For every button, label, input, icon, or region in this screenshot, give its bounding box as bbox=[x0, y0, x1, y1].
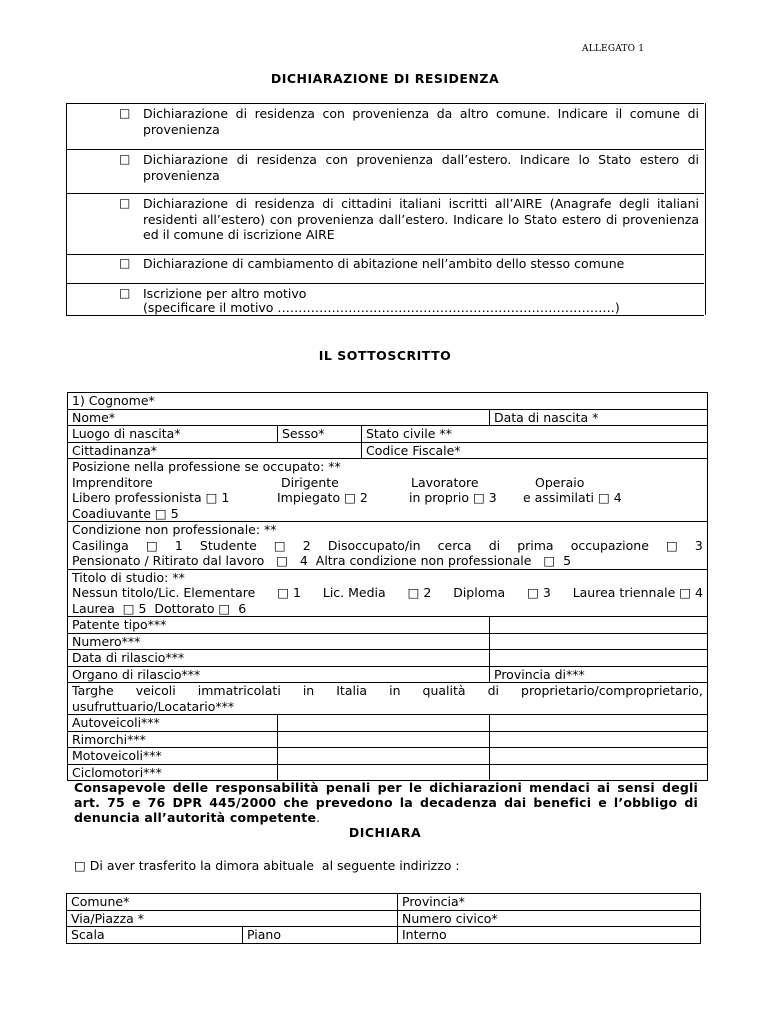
provincia-field[interactable]: Provincia* bbox=[398, 894, 701, 911]
targhe-word: Italia bbox=[336, 683, 368, 698]
sesso-field[interactable]: Sesso* bbox=[278, 426, 362, 443]
checkbox-icon[interactable]: □ bbox=[145, 537, 158, 553]
motoveicoli-value-2[interactable] bbox=[490, 748, 708, 765]
ciclomotori-field[interactable]: Ciclomotori*** bbox=[68, 764, 278, 781]
checkbox-icon[interactable]: □ bbox=[119, 152, 131, 166]
professione-heading: Posizione nella professione se occupato: ** bbox=[72, 459, 341, 474]
option-motivo-line: (specificare il motivo ………………………………………………………………………) bbox=[143, 300, 620, 315]
condizione-word: cerca bbox=[437, 537, 472, 553]
condizione-word: Casilinga bbox=[72, 537, 129, 553]
autoveicoli-field[interactable]: Autoveicoli*** bbox=[68, 715, 278, 732]
ciclomotori-value-2[interactable] bbox=[490, 764, 708, 781]
professione-section bbox=[68, 459, 708, 522]
data-rilascio-value[interactable] bbox=[490, 650, 708, 667]
consapevole-paragraph bbox=[74, 780, 698, 825]
motoveicoli-value-1[interactable] bbox=[278, 748, 490, 765]
rimorchi-field[interactable]: Rimorchi*** bbox=[68, 731, 278, 748]
condizione-row-1[interactable] bbox=[72, 538, 703, 554]
address-table bbox=[66, 893, 701, 944]
stato-civile-field[interactable]: Stato civile ** bbox=[362, 426, 708, 443]
checkbox-icon[interactable]: □ bbox=[666, 537, 678, 553]
condizione-word: 1 bbox=[174, 537, 183, 553]
allegato-label: ALLEGATO 1 bbox=[582, 44, 645, 54]
ciclomotori-value-1[interactable] bbox=[278, 764, 490, 781]
targhe-word: in bbox=[302, 683, 315, 698]
titolo-option[interactable]: □ 3 bbox=[527, 585, 551, 600]
option-altro-comune[interactable] bbox=[66, 103, 706, 149]
titolo-studio-section bbox=[68, 569, 708, 617]
option-label: Dichiarazione di residenza con provenienza da altro comune. Indicare il comune di provenienza bbox=[143, 106, 699, 137]
targhe-word: di bbox=[487, 683, 499, 698]
data-rilascio-field[interactable]: Data di rilascio*** bbox=[68, 650, 490, 667]
numero-field[interactable]: Numero*** bbox=[68, 633, 490, 650]
professione-row-1 bbox=[72, 475, 703, 491]
targhe-word: immatricolati bbox=[197, 683, 281, 698]
comune-field[interactable]: Comune* bbox=[67, 894, 398, 911]
targhe-word: in bbox=[389, 683, 401, 698]
data-nascita-field[interactable]: Data di nascita * bbox=[490, 409, 708, 426]
professione-option-4[interactable]: e assimilati □ 4 bbox=[523, 490, 622, 505]
condizione-word: occupazione bbox=[570, 537, 649, 553]
condizione-word: 3 bbox=[694, 537, 703, 553]
targhe-section bbox=[68, 683, 708, 715]
dichiara-title: DICHIARA bbox=[348, 825, 422, 840]
codice-fiscale-field[interactable]: Codice Fiscale* bbox=[362, 442, 708, 459]
checkbox-icon[interactable]: □ bbox=[119, 196, 131, 210]
nome-field[interactable]: Nome* bbox=[68, 409, 490, 426]
condizione-word: 2 bbox=[302, 537, 311, 553]
numero-value[interactable] bbox=[490, 633, 708, 650]
titolo-word: Lic. Media bbox=[322, 585, 386, 600]
cognome-field[interactable]: 1) Cognome* bbox=[68, 393, 708, 410]
condizione-row-2[interactable]: Pensionato / Ritirato dal lavoro □ 4 Altra condizione non professionale □ 5 bbox=[72, 553, 572, 568]
via-field[interactable]: Via/Piazza * bbox=[67, 910, 398, 927]
professione-dirigente: Dirigente bbox=[281, 474, 339, 490]
section-title-sottoscritto: IL SOTTOSCRITTO bbox=[318, 348, 452, 363]
option-cambiamento-abitazione[interactable] bbox=[66, 254, 706, 283]
numero-civico-field[interactable]: Numero civico* bbox=[398, 910, 701, 927]
trasferito-option[interactable]: □ Di aver trasferito la dimora abituale al seguente indirizzo : bbox=[74, 858, 460, 873]
professione-option-1[interactable]: Libero professionista □ 1 bbox=[72, 490, 230, 505]
option-label: Dichiarazione di residenza di cittadini italiani iscritti all’AIRE (Anagrafe degli italiani residenti all’estero) con provenienza dall’estero. Indicare lo Stato estero di provenienza ed il comune di iscrizione AIRE bbox=[143, 196, 699, 242]
personal-data-table bbox=[67, 392, 708, 781]
titolo-word: Nessun titolo/Lic. Elementare bbox=[72, 585, 256, 600]
targhe-row-1 bbox=[72, 683, 703, 699]
rimorchi-value-2[interactable] bbox=[490, 731, 708, 748]
titolo-option[interactable]: □ 1 bbox=[277, 585, 301, 600]
provincia-di-field[interactable]: Provincia di*** bbox=[490, 666, 708, 683]
titolo-studio-heading: Titolo di studio: ** bbox=[72, 569, 185, 585]
titolo-studio-row-1[interactable] bbox=[72, 585, 703, 601]
professione-option-3[interactable]: in proprio □ 3 bbox=[409, 490, 497, 505]
professione-option-2[interactable]: Impiegato □ 2 bbox=[277, 490, 368, 505]
targhe-row-2: usufruttuario/Locatario*** bbox=[72, 698, 235, 714]
titolo-word: Diploma bbox=[453, 585, 506, 600]
professione-option-5[interactable]: Coadiuvante □ 5 bbox=[72, 505, 179, 521]
professione-lavoratore: Lavoratore bbox=[411, 474, 479, 490]
page-title: DICHIARAZIONE DI RESIDENZA bbox=[270, 71, 500, 86]
targhe-word: proprietario/comproprietario, bbox=[521, 683, 703, 698]
motoveicoli-field[interactable]: Motoveicoli*** bbox=[68, 748, 278, 765]
titolo-studio-row-2[interactable]: Laurea □ 5 Dottorato □ 6 bbox=[72, 600, 247, 616]
rimorchi-value-1[interactable] bbox=[278, 731, 490, 748]
luogo-nascita-field[interactable]: Luogo di nascita* bbox=[68, 426, 278, 443]
interno-field[interactable]: Interno bbox=[398, 927, 701, 944]
condizione-word: di bbox=[488, 537, 501, 553]
condizione-word: prima bbox=[517, 537, 554, 553]
autoveicoli-value-2[interactable] bbox=[490, 715, 708, 732]
condizione-section bbox=[68, 522, 708, 570]
professione-row-2 bbox=[72, 490, 703, 506]
professione-operaio: Operaio bbox=[535, 474, 585, 490]
autoveicoli-value-1[interactable] bbox=[278, 715, 490, 732]
piano-field[interactable]: Piano bbox=[243, 927, 398, 944]
checkbox-icon[interactable]: □ bbox=[119, 106, 131, 120]
condizione-word: Disoccupato/in bbox=[327, 537, 421, 553]
checkbox-icon[interactable]: □ bbox=[119, 286, 131, 300]
consapevole-text: Consapevole delle responsabilità penali per le dichiarazioni mendaci ai sensi degli art. 75 e 76 DPR 445/2000 che prevedono la decadenza dai benefici e l’obbligo di denuncia all’autorità competente bbox=[74, 780, 698, 825]
consapevole-end: . bbox=[316, 810, 321, 825]
checkbox-icon[interactable]: □ bbox=[273, 537, 286, 553]
option-label: Iscrizione per altro motivo bbox=[143, 286, 307, 301]
option-altro-motivo[interactable] bbox=[66, 283, 706, 315]
targhe-word: veicoli bbox=[135, 683, 176, 698]
option-aire[interactable] bbox=[66, 193, 706, 254]
cittadinanza-field[interactable]: Cittadinanza* bbox=[68, 442, 362, 459]
scala-field[interactable]: Scala bbox=[67, 927, 243, 944]
titolo-option[interactable]: Laurea triennale □ 4 bbox=[572, 585, 704, 600]
patente-tipo-field[interactable]: Patente tipo*** bbox=[68, 617, 490, 634]
option-label: Dichiarazione di residenza con provenienza dall’estero. Indicare lo Stato estero di provenienza bbox=[143, 152, 699, 183]
organo-rilascio-field[interactable]: Organo di rilascio*** bbox=[68, 666, 490, 683]
targhe-word: Targhe bbox=[72, 683, 114, 698]
option-estero[interactable] bbox=[66, 149, 706, 193]
professione-imprenditore: Imprenditore bbox=[72, 474, 153, 490]
targhe-word: qualità bbox=[422, 683, 466, 698]
titolo-option[interactable]: □ 2 bbox=[407, 585, 432, 600]
option-label: Dichiarazione di cambiamento di abitazione nell’ambito dello stesso comune bbox=[143, 256, 625, 271]
condizione-heading: Condizione non professionale: ** bbox=[72, 522, 277, 537]
condizione-word: Studente bbox=[199, 537, 257, 553]
checkbox-icon[interactable]: □ bbox=[119, 256, 131, 270]
patente-tipo-value[interactable] bbox=[490, 617, 708, 634]
